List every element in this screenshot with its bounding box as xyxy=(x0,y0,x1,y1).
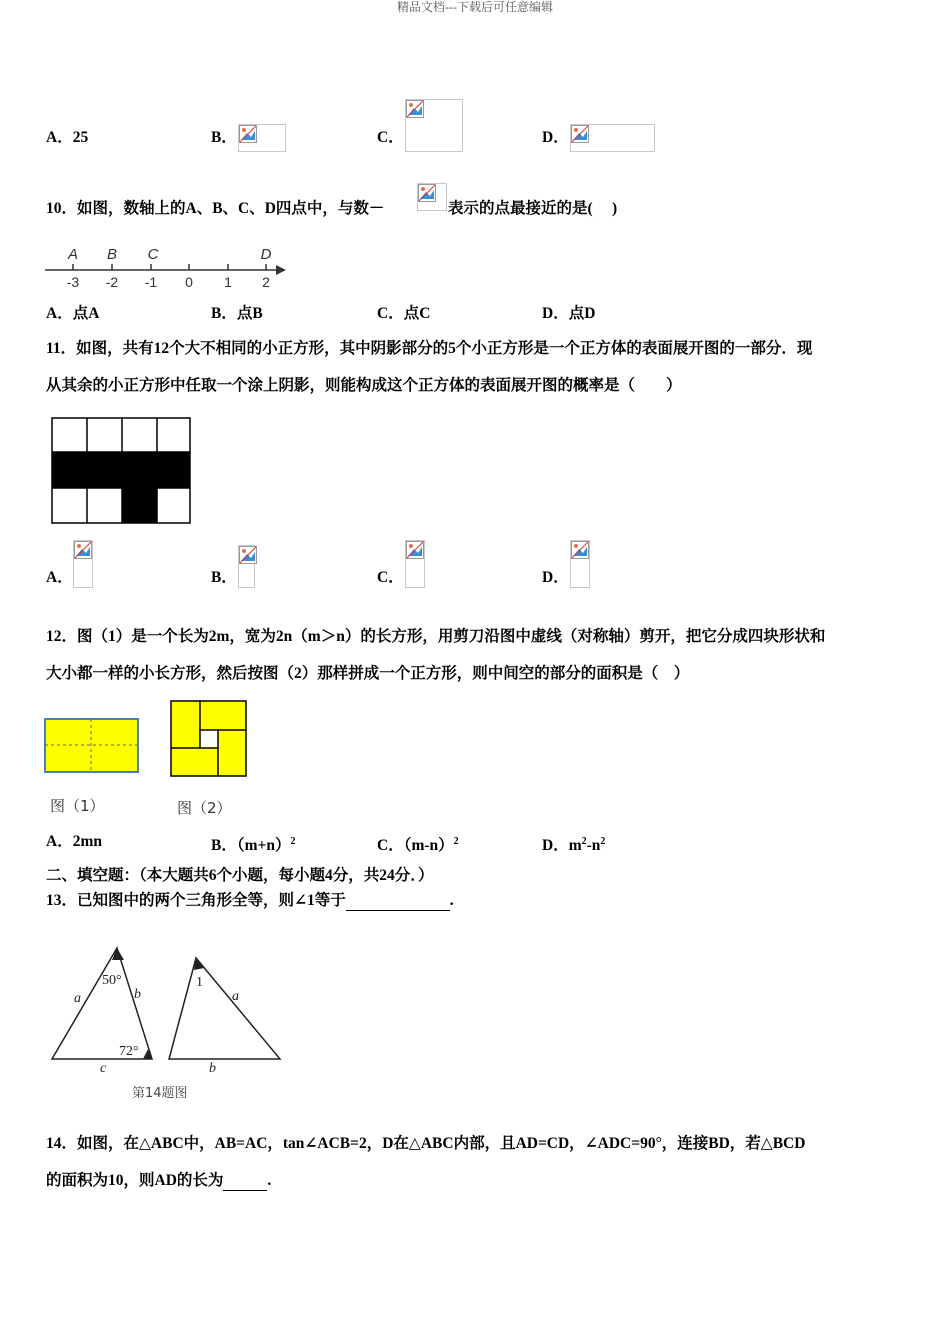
point-label-c: C xyxy=(147,246,159,263)
number-line-figure xyxy=(40,240,290,292)
fig2-caption: 图（2） xyxy=(177,799,232,817)
q10-option-a: A．点A xyxy=(46,305,100,322)
broken-image-icon xyxy=(570,124,655,152)
q10-option-d: D．点D xyxy=(542,305,596,322)
q12-option-c: C．$(m-n)^2$ xyxy=(377,836,459,855)
q14-line1: 14．如图，在△ABC中，AB=AC，tan∠ACB=2，D在△ABC内部，且AD=CD，∠ADC=90°，连接BD，若△BCD xyxy=(46,1135,806,1152)
angle-label-right: 72° xyxy=(119,1044,139,1059)
broken-image-icon xyxy=(73,540,93,588)
fig1-caption: 图（1） xyxy=(50,797,105,815)
broken-image-icon xyxy=(417,183,447,211)
square-figure-2 xyxy=(170,700,248,778)
q12-option-a: A．2mn xyxy=(46,833,102,850)
rectangle-figure-1 xyxy=(44,718,140,774)
tick-label: 2 xyxy=(262,274,270,290)
broken-image-icon xyxy=(405,99,463,152)
q11-option-b: B． xyxy=(211,569,237,586)
point-label-d: D xyxy=(260,246,272,263)
q9-option-c: C． xyxy=(377,129,404,146)
q12-line2: 大小都一样的小长方形，然后按图（2）那样拼成一个正方形，则中间空的部分的面积是（ ） xyxy=(46,665,690,682)
broken-image-icon xyxy=(238,124,286,152)
tick-label: -1 xyxy=(144,274,158,290)
q10-option-c: C．点C xyxy=(377,305,431,322)
shaded-cell xyxy=(122,488,157,523)
q13-text: 13．已知图中的两个三角形全等，则∠1等于 . xyxy=(46,892,454,909)
triangles-figure xyxy=(44,940,294,1105)
answer-blank xyxy=(223,1174,267,1191)
tick-label: -2 xyxy=(105,274,119,290)
q10-text-post: 表示的点最接近的是( ) xyxy=(448,200,618,217)
figure-caption: 第14题图 xyxy=(132,1086,188,1101)
q11-line2: 从其余的小正方形中任取一个涂上阴影，则能构成这个正方体的表面展开图的概率是（ ） xyxy=(46,377,682,394)
q10-text-pre: 10．如图，数轴上的A、B、C、D四点中，与数－ xyxy=(46,200,385,217)
q10-option-b: B．点B xyxy=(211,305,263,322)
broken-image-icon xyxy=(570,540,590,588)
q9-option-b: B． xyxy=(211,129,237,146)
angle-label-top: 50° xyxy=(102,973,122,988)
side-label-b-right: b xyxy=(209,1061,216,1076)
side-label-a: a xyxy=(74,991,81,1006)
right-triangle xyxy=(169,958,280,1059)
tick-label: 1 xyxy=(224,274,232,290)
side-label-b: b xyxy=(134,987,141,1002)
left-triangle xyxy=(52,948,152,1059)
q11-option-d: D． xyxy=(542,569,569,586)
q11-option-c: C． xyxy=(377,569,404,586)
number-line-arrow xyxy=(276,265,286,275)
side-label-c: c xyxy=(100,1061,107,1076)
broken-image-icon xyxy=(405,540,425,588)
q11-option-a: A． xyxy=(46,569,73,586)
tick-label: -3 xyxy=(66,274,80,290)
square-grid-figure xyxy=(50,416,194,526)
q11-line1: 11．如图，共有12个大不相同的小正方形，其中阴影部分的5个小正方形是一个正方体的表面展开图的一部分．现 xyxy=(46,340,813,357)
tick-label: 0 xyxy=(185,274,193,290)
point-label-a: A xyxy=(67,246,79,263)
point-label-b: B xyxy=(106,246,118,263)
shaded-row xyxy=(52,452,190,488)
page-header: 精品文档---下载后可任意编辑 xyxy=(397,0,553,14)
q14-line2: 的面积为10，则AD的长为 . xyxy=(46,1172,272,1189)
q12-line1: 12．图（1）是一个长为2m，宽为2n（m＞n）的长方形，用剪刀沿图中虚线（对称轴）剪开，把它分成四块形状和 xyxy=(46,628,826,645)
q9-option-d: D． xyxy=(542,129,569,146)
q9-option-a: A．25 xyxy=(46,129,89,146)
section-title: 二、填空题：（本大题共6个小题，每小题4分，共24分．） xyxy=(46,867,434,884)
q12-option-b: B．$(m+n)^2$ xyxy=(211,836,296,855)
broken-image-icon xyxy=(238,545,255,588)
side-label-a-right: a xyxy=(232,989,239,1004)
q12-option-d: D．$m^2-n^2$ xyxy=(542,836,606,855)
angle-label-1: 1 xyxy=(196,975,203,990)
answer-blank xyxy=(346,894,450,911)
